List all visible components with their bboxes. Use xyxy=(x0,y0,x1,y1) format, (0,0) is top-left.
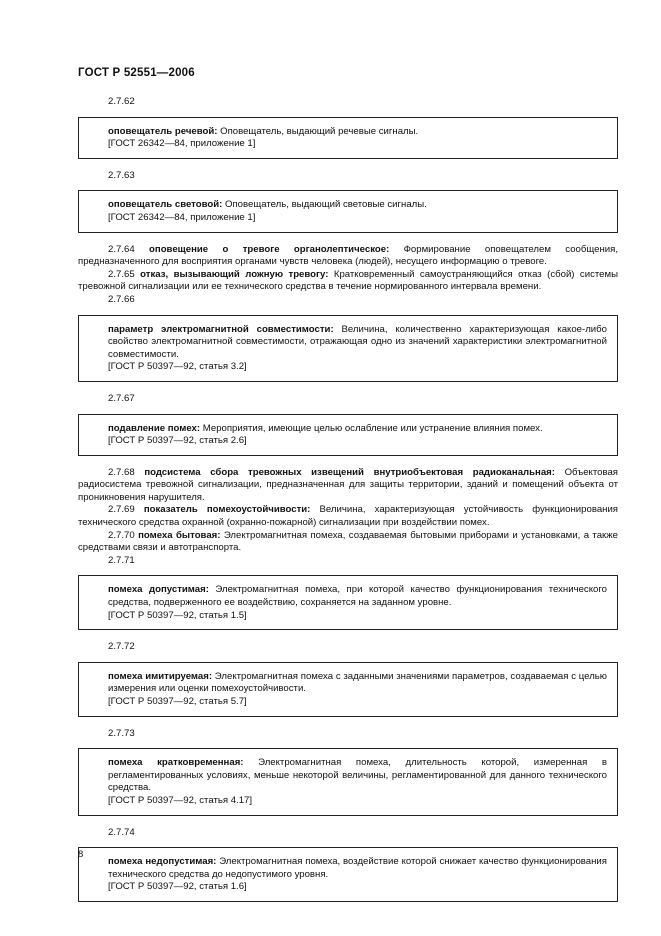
term: помеха имитируемая: xyxy=(108,670,213,682)
definition: Мероприятия, имеющие целью ослабление или устранение влияния помех. xyxy=(200,422,543,434)
document-body xyxy=(78,96,618,902)
page-number: 8 xyxy=(78,849,84,860)
term: помеха допустимая: xyxy=(108,584,209,596)
source-reference: [ГОСТ Р 50397—92, статья 4.17] xyxy=(108,794,253,806)
definition-paragraph xyxy=(78,467,618,505)
term: оповещение о тревоге органолептическое: xyxy=(149,243,390,255)
term: помеха недопустимая: xyxy=(108,856,217,868)
document-header: ГОСТ Р 52551—2006 xyxy=(78,67,195,79)
definition: Оповещатель, выдающий световые сигналы. xyxy=(222,199,427,211)
entry-number: 2.7.69 xyxy=(108,504,135,516)
term: помеха бытовая: xyxy=(138,529,221,541)
source-reference: [ГОСТ Р 50397—92, статья 1.6] xyxy=(108,881,247,893)
term: оповещатель речевой: xyxy=(108,125,218,137)
definition-paragraph xyxy=(78,504,618,529)
definition: Электромагнитная помеха, длительность которой, измеренная в регламентированных условиях, меньше некоторой величины, регламентированной для данного технического средства. xyxy=(108,757,607,794)
entry-number: 2.7.74 xyxy=(108,826,135,838)
quoted-definition-box xyxy=(78,315,618,382)
source-reference: [ГОСТ 26342—84, приложение 1] xyxy=(108,211,256,223)
entry-number: 2.7.72 xyxy=(108,641,135,653)
source-reference: [ГОСТ Р 50397—92, статья 3.2] xyxy=(108,361,247,373)
term: помеха кратковременная: xyxy=(108,757,244,769)
entry-number: 2.7.62 xyxy=(108,96,135,107)
definition: Оповещатель, выдающий речевые сигналы. xyxy=(217,125,419,137)
definition-paragraph xyxy=(78,530,618,555)
quoted-definition-box xyxy=(78,748,618,815)
definition: Величина, характеризующая устойчивость функционирования технического средства охранной (охранно-пожарной) сигнализации при воздействии помех. xyxy=(78,504,619,529)
definition: Электромагнитная помеха, при которой качество функционирования технического средства, подверженного ее воздействию, сохраняется на заданном уровне. xyxy=(108,584,607,609)
entry-number: 2.7.68 xyxy=(108,466,135,478)
definition: Формирование оповещателем сообщения, предназначенного для восприятия органами чувств человека (людей), несущего информацию о тревоге. xyxy=(78,243,618,268)
quoted-definition-box xyxy=(78,190,618,232)
entry-number: 2.7.63 xyxy=(108,169,135,181)
definition: Электромагнитная помеха с заданными значениями параметров, создаваемая с целью измерения или оценки помехоустойчивости. xyxy=(108,670,607,695)
definition: Объектовая радиосистема тревожной сигнализации, предназначенная для защиты территории, зданий и помещений объекта от проникновения нарушителя. xyxy=(78,466,618,503)
term: подсистема сбора тревожных извещений внутриобъектовая радиоканальная: xyxy=(144,466,555,478)
quoted-definition-box xyxy=(78,662,618,717)
entry-number: 2.7.67 xyxy=(108,392,135,404)
term: оповещатель световой: xyxy=(108,199,223,211)
quoted-definition-box xyxy=(78,847,618,902)
term: параметр электромагнитной совместимости: xyxy=(108,323,334,335)
entry-number: 2.7.65 xyxy=(108,268,135,280)
definition: Электромагнитная помеха, создаваемая бытовыми приборами и установками, а также средствами связи и автотранспорта. xyxy=(78,529,618,554)
source-reference: [ГОСТ Р 50397—92, статья 2.6] xyxy=(108,435,247,447)
definition: Величина, количественно характеризующая какое-либо свойство электромагнитной совместимости, отражающая одно из значений характеристики электромагнитной совместимости. xyxy=(108,323,607,360)
definition-paragraph xyxy=(78,244,618,269)
entry-number: 2.7.71 xyxy=(108,554,135,566)
term: подавление помех: xyxy=(108,422,201,434)
definition: Кратковременный самоустраняющийся отказ (сбой) системы тревожной сигнализации или ее технического средства в течение нормированного интервала времени. xyxy=(78,268,618,293)
entry-number: 2.7.70 xyxy=(108,529,135,541)
quoted-definition-box xyxy=(78,575,618,630)
definition: Электромагнитная помеха, воздействие которой снижает качество функционирования технического средства до недопустимого уровня. xyxy=(108,856,607,880)
source-reference: [ГОСТ Р 50397—92, статья 1.5] xyxy=(108,609,247,621)
source-reference: [ГОСТ 26342—84, приложение 1] xyxy=(108,138,256,150)
definition-paragraph xyxy=(78,269,618,294)
entry-number: 2.7.73 xyxy=(108,727,135,739)
quoted-definition-box xyxy=(78,117,618,159)
term: отказ, вызывающий ложную тревогу: xyxy=(140,268,329,280)
entry-number: 2.7.64 xyxy=(108,243,135,255)
term: показатель помехоустойчивости: xyxy=(143,504,311,516)
source-reference: [ГОСТ Р 50397—92, статья 5.7] xyxy=(108,696,247,707)
quoted-definition-box xyxy=(78,414,618,456)
entry-number: 2.7.66 xyxy=(108,293,135,305)
